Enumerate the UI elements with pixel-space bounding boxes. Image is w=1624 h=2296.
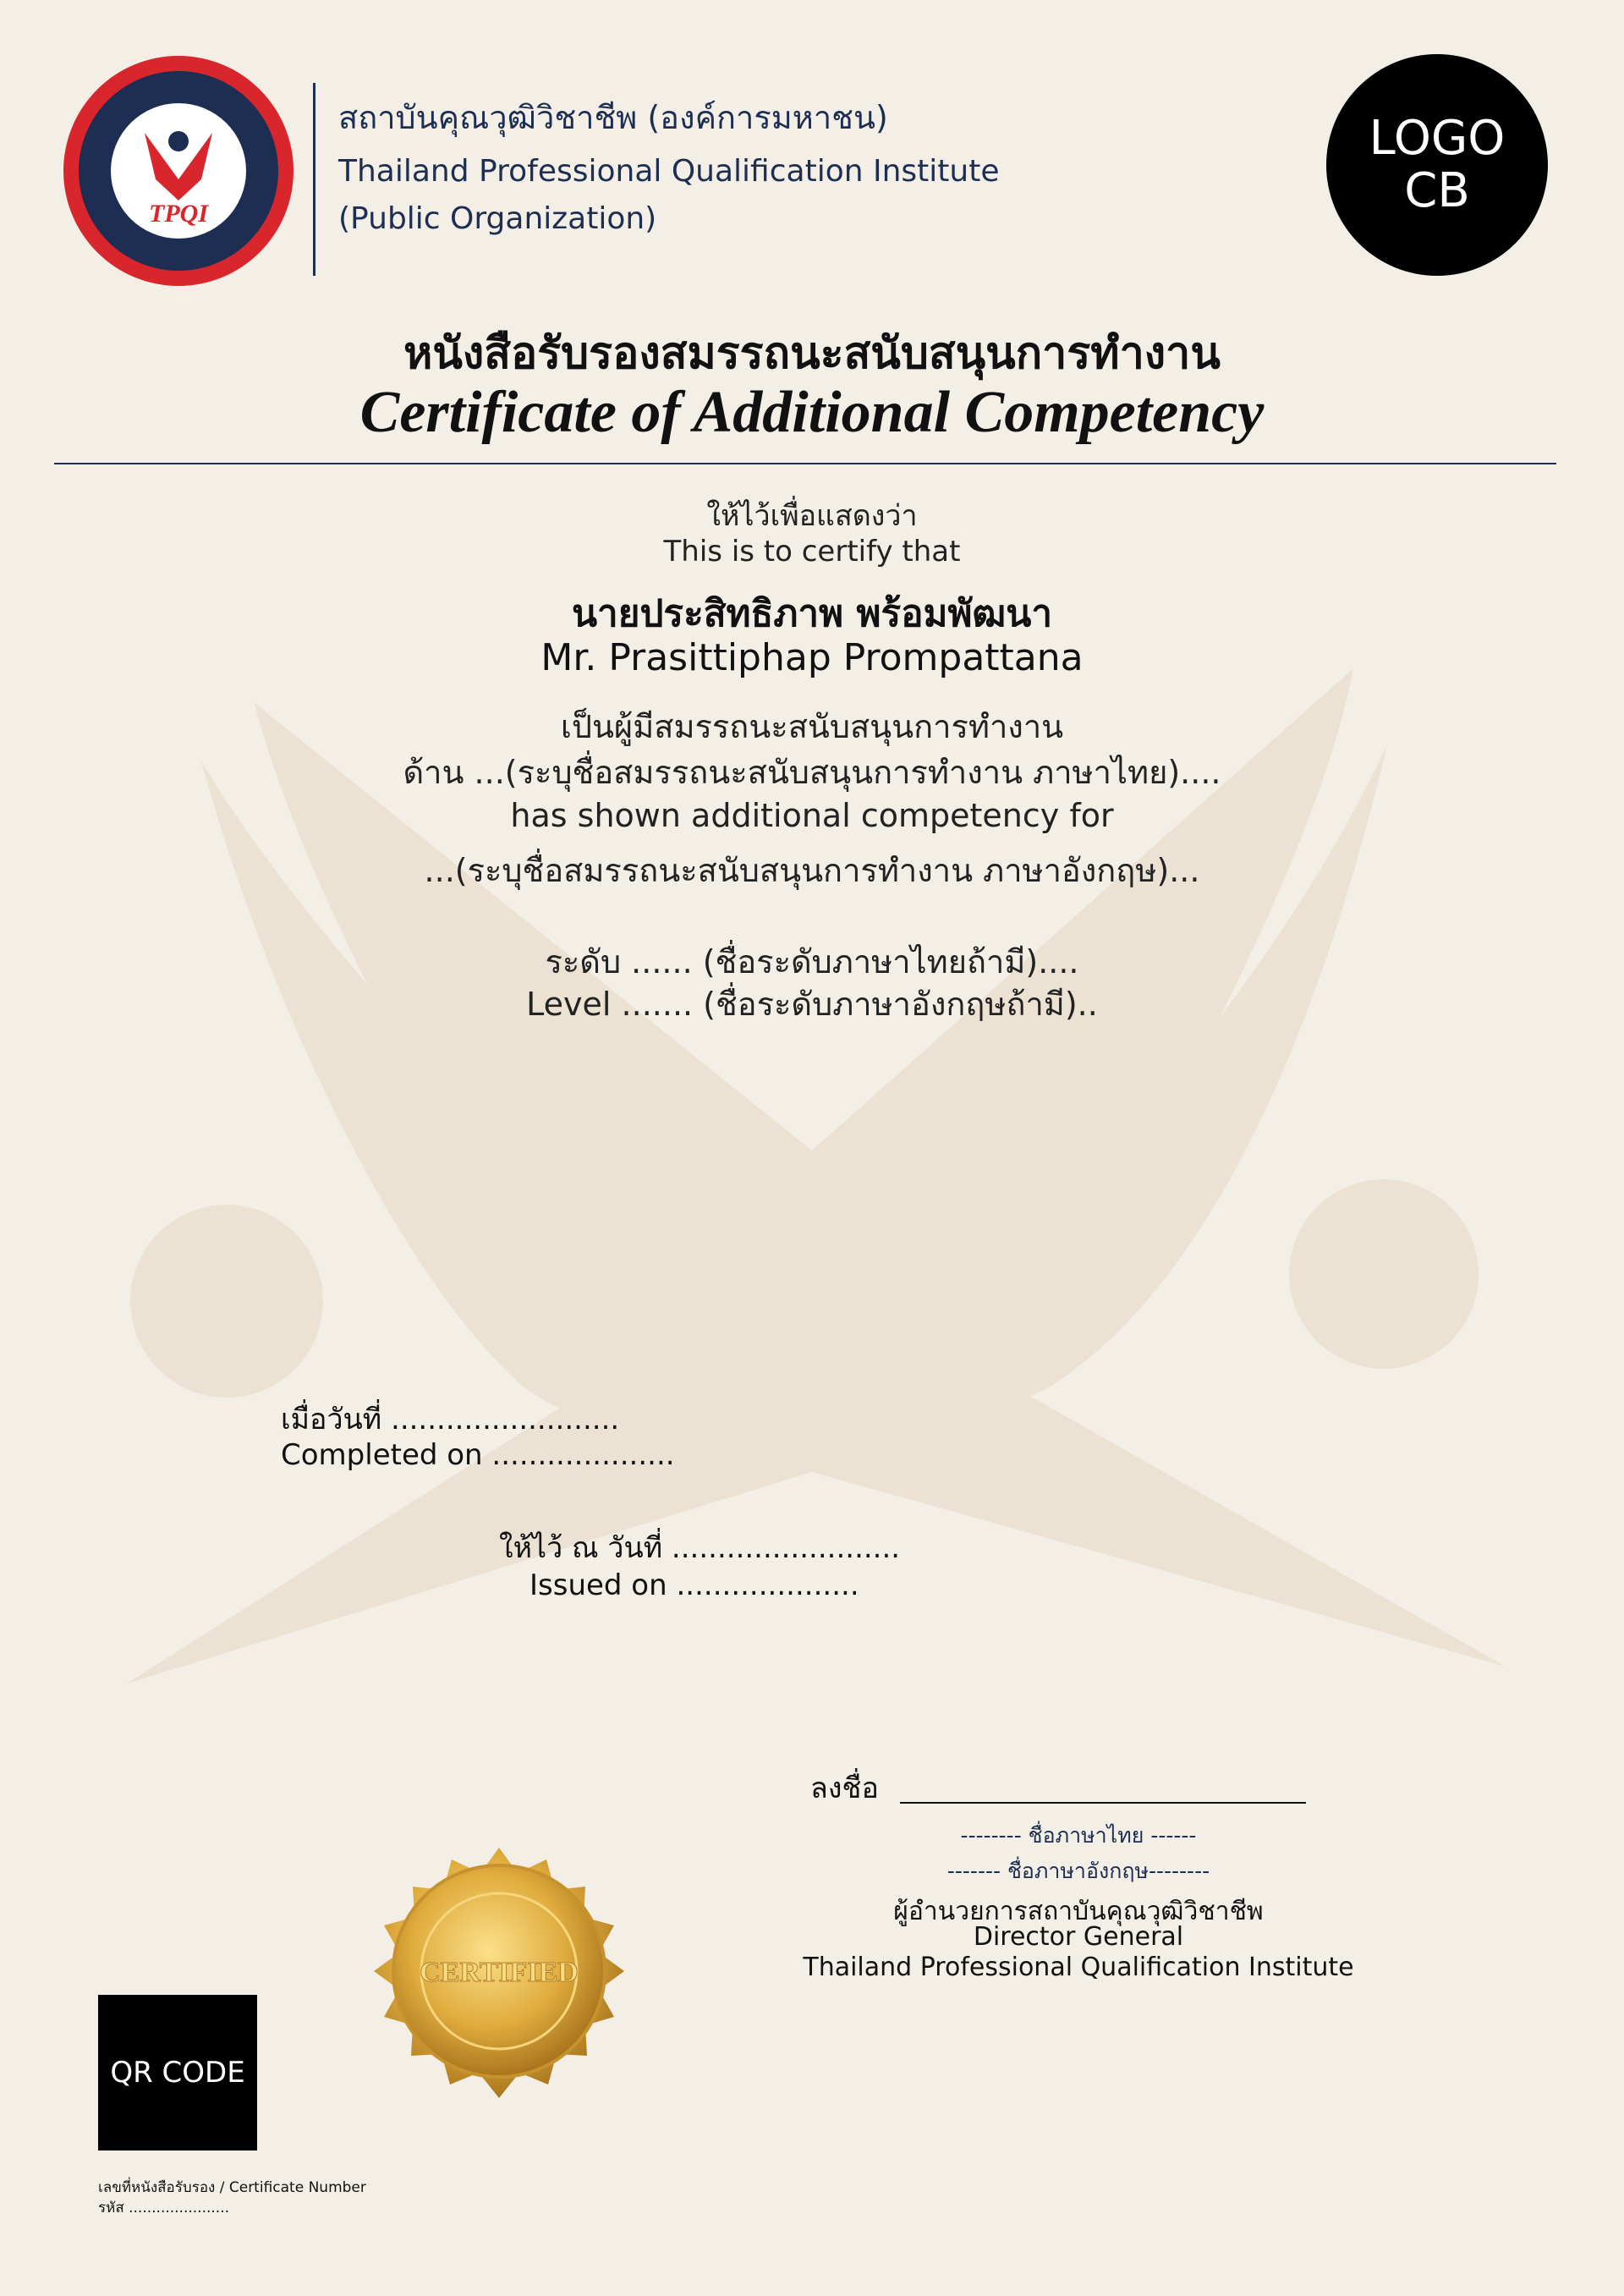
org-name-thai: สถาบันคุณวุฒิวิชาชีพ (องค์การมหาชน) <box>338 99 888 136</box>
signatory-name-english: ------- ชื่อภาษาอังกฤษ-------- <box>946 1859 1210 1883</box>
issued-date-english: Issued on .................... <box>529 1568 859 1602</box>
competency-thai-line1: เป็นผู้มีสมรรถนะสนับสนุนการทำงาน <box>560 708 1064 745</box>
signatory-title-english: Director General <box>973 1922 1184 1952</box>
signatory-organization: Thailand Professional Qualification Institute <box>803 1953 1354 1982</box>
competency-english-line2: ...(ระบุชื่อสมรรถนะสนับสนุนการทำงาน ภาษาอังกฤษ)... <box>424 852 1200 889</box>
level-english: Level ....... (ชื่อระดับภาษาอังกฤษถ้ามี).. <box>526 986 1098 1023</box>
certificate-title-english: Certificate of Additional Competency <box>359 380 1265 445</box>
certificate-title-thai: หนังสือรับรองสมรรถนะสนับสนุนการทำงาน <box>403 328 1221 379</box>
certify-text-thai: ให้ไว้เพื่อแสดงว่า <box>706 499 918 533</box>
tpqi-logo-badge <box>63 56 294 286</box>
qr-code-label: QR CODE <box>110 2056 245 2090</box>
title-divider <box>54 463 1556 464</box>
tpqi-logo <box>56 52 301 289</box>
competency-english-line1: has shown additional competency for <box>510 797 1114 834</box>
seal-center-text: CERTIFIED <box>420 1957 579 1988</box>
watermark-right-head <box>1289 1179 1479 1369</box>
competency-thai-line2: ด้าน ...(ระบุชื่อสมรรถนะสนับสนุนการทำงาน ภาษาไทย).... <box>403 754 1221 791</box>
recipient-name-thai: นายประสิทธิภาพ พร้อมพัฒนา <box>571 592 1053 635</box>
header-divider <box>313 83 315 276</box>
signature-row <box>810 1765 1306 1810</box>
org-name-english-suffix: (Public Organization) <box>338 201 657 236</box>
org-name-english: Thailand Professional Qualification Institute <box>338 154 1000 189</box>
qr-code-placeholder <box>98 1995 257 2150</box>
signatory-name-thai: -------- ชื่อภาษาไทย ------ <box>960 1823 1197 1848</box>
signatory-title-thai: ผู้อำนวยการสถาบันคุณวุฒิวิชาชีพ <box>893 1897 1264 1926</box>
cb-logo-line2: CB <box>1404 163 1470 218</box>
issued-date-thai: ให้ไว้ ณ วันที่ ......................... <box>499 1531 901 1565</box>
recipient-name-english: Mr. Prasittiphap Prompattana <box>540 636 1084 679</box>
signature-line <box>900 1777 1306 1804</box>
completed-date-thai: เมื่อวันที่ ......................... <box>281 1403 620 1436</box>
gold-certified-seal <box>330 1802 668 2140</box>
certify-text-english: This is to certify that <box>663 535 961 569</box>
cb-logo-line1: LOGO <box>1369 111 1506 166</box>
tpqi-logo-text: TPQI <box>149 200 208 228</box>
cb-logo-placeholder <box>1326 54 1548 276</box>
level-thai: ระดับ ...... (ชื่อระดับภาษาไทยถ้ามี).... <box>545 943 1079 980</box>
certificate-code-label: รหัส ...................... <box>98 2200 230 2216</box>
certificate-number-label: เลขที่หนังสือรับรอง / Certificate Number <box>98 2179 366 2196</box>
completed-date-english: Completed on .................... <box>281 1438 675 1472</box>
watermark-left-head <box>130 1205 323 1398</box>
signature-label: ลงชื่อ <box>810 1771 879 1805</box>
